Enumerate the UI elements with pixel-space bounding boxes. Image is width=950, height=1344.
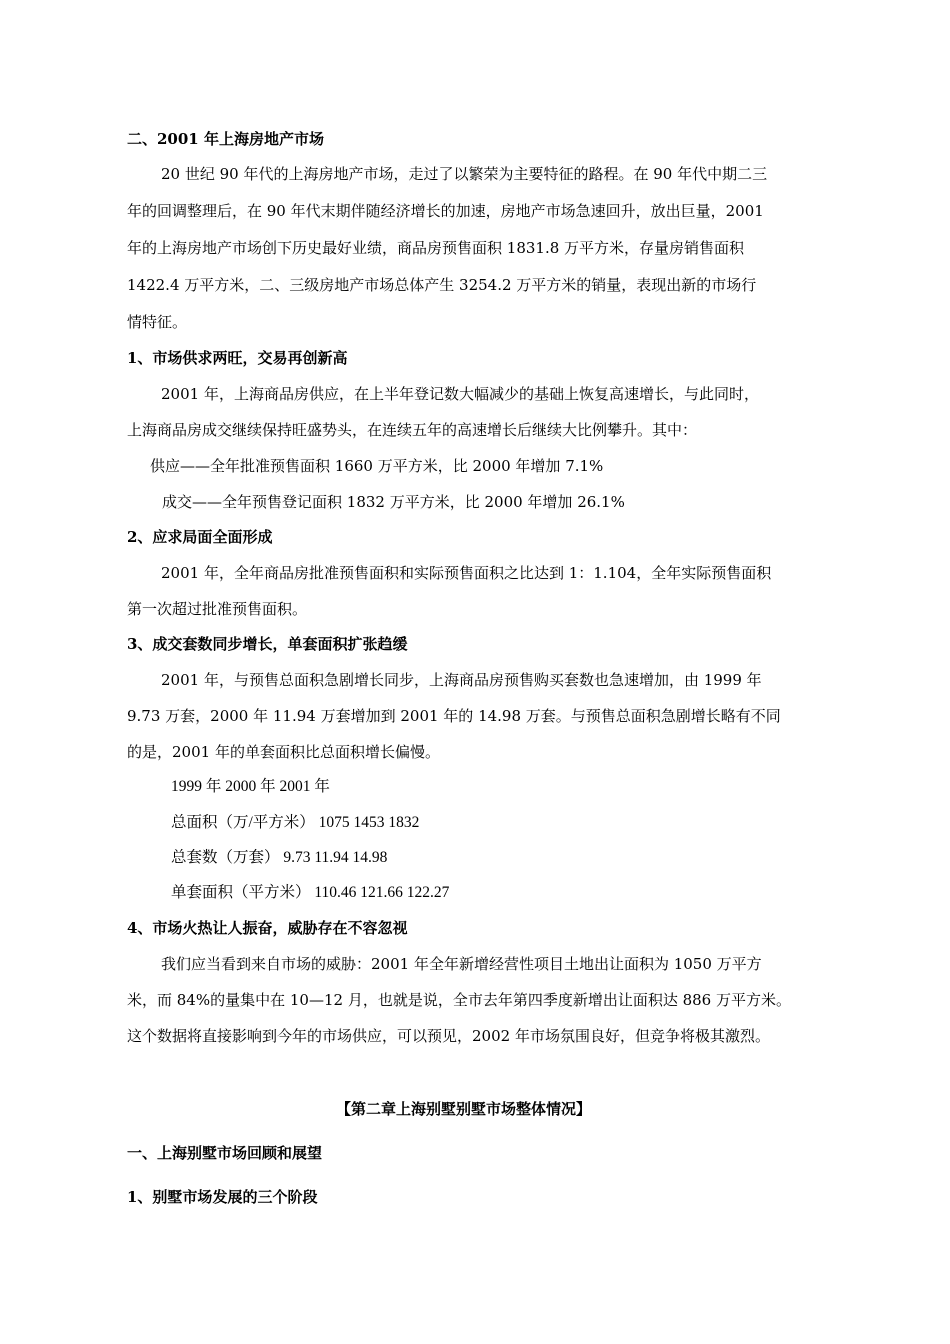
paragraph-line: 我们应当看到来自市场的威胁：2001 年全年新增经营性项目土地出让面积为 1050 万平方 — [161, 955, 762, 973]
paragraph-line: 2001 年，与预售总面积急剧增长同步，上海商品房预售购买套数也急速增加，由 1999 年 — [161, 671, 762, 689]
paragraph-line: 的是，2001 年的单套面积比总面积增长偏慢。 — [127, 743, 440, 761]
paragraph-line: 这个数据将直接影响到今年的市场供应，可以预见，2002 年市场氛围良好，但竞争将极其激烈。 — [127, 1027, 770, 1045]
supply-line: 供应——全年批准预售面积 1660 万平方米，比 2000 年增加 7.1% — [150, 457, 604, 475]
table-row-unit-area: 单套面积（平方米） 110.46 121.66 122.27 — [171, 884, 450, 901]
table-row-total-area: 总面积（万/平方米） 1075 1453 1832 — [171, 814, 420, 831]
paragraph-line: 情特征。 — [127, 313, 188, 331]
subsection-heading: 2、应求局面全面形成 — [127, 528, 273, 546]
paragraph-line: 年的上海房地产市场创下历史最好业绩，商品房预售面积 1831.8 万平方米，存量房销售面积 — [127, 239, 745, 257]
paragraph-line: 2001 年，上海商品房供应，在上半年登记数大幅减少的基础上恢复高速增长，与此同时， — [161, 385, 759, 403]
paragraph-line: 上海商品房成交继续保持旺盛势头，在连续五年的高速增长后继续大比例攀升。其中： — [127, 421, 698, 439]
subsection-heading: 1、市场供求两旺，交易再创新高 — [127, 349, 348, 367]
paragraph-line: 第一次超过批准预售面积。 — [127, 600, 308, 618]
deal-line: 成交——全年预售登记面积 1832 万平方米，比 2000 年增加 26.1% — [162, 493, 625, 511]
table-header-years: 1999 年 2000 年 2001 年 — [171, 778, 330, 795]
section-heading: 一、上海别墅市场回顾和展望 — [127, 1144, 323, 1162]
chapter-title: 【第二章上海别墅别墅市场整体情况】 — [336, 1100, 592, 1118]
paragraph-line: 9.73 万套，2000 年 11.94 万套增加到 2001 年的 14.98 万套。与预售总面积急剧增长略有不同 — [127, 707, 781, 725]
paragraph-line: 年的回调整理后，在 90 年代末期伴随经济增长的加速，房地产市场急速回升，放出巨量，2001 — [127, 202, 764, 220]
section-heading: 二、2001 年上海房地产市场 — [127, 130, 324, 148]
paragraph-line: 20 世纪 90 年代的上海房地产市场，走过了以繁荣为主要特征的路程。在 90 年代中期二三 — [161, 165, 768, 183]
subsection-heading: 3、成交套数同步增长，单套面积扩张趋缓 — [127, 635, 408, 653]
paragraph-line: 米，而 84%的量集中在 10—12 月，也就是说，全市去年第四季度新增出让面积达 886 万平方米。 — [127, 991, 791, 1009]
paragraph-line: 2001 年，全年商品房批准预售面积和实际预售面积之比达到 1：1.104，全年实际预售面积 — [161, 564, 772, 582]
subsection-heading: 1、别墅市场发展的三个阶段 — [127, 1188, 318, 1206]
subsection-heading: 4、市场火热让人振奋，威胁存在不容忽视 — [127, 919, 408, 937]
paragraph-line: 1422.4 万平方米，二、三级房地产市场总体产生 3254.2 万平方米的销量，表现出新的市场行 — [127, 276, 757, 294]
table-row-units: 总套数（万套） 9.73 11.94 14.98 — [171, 849, 388, 866]
